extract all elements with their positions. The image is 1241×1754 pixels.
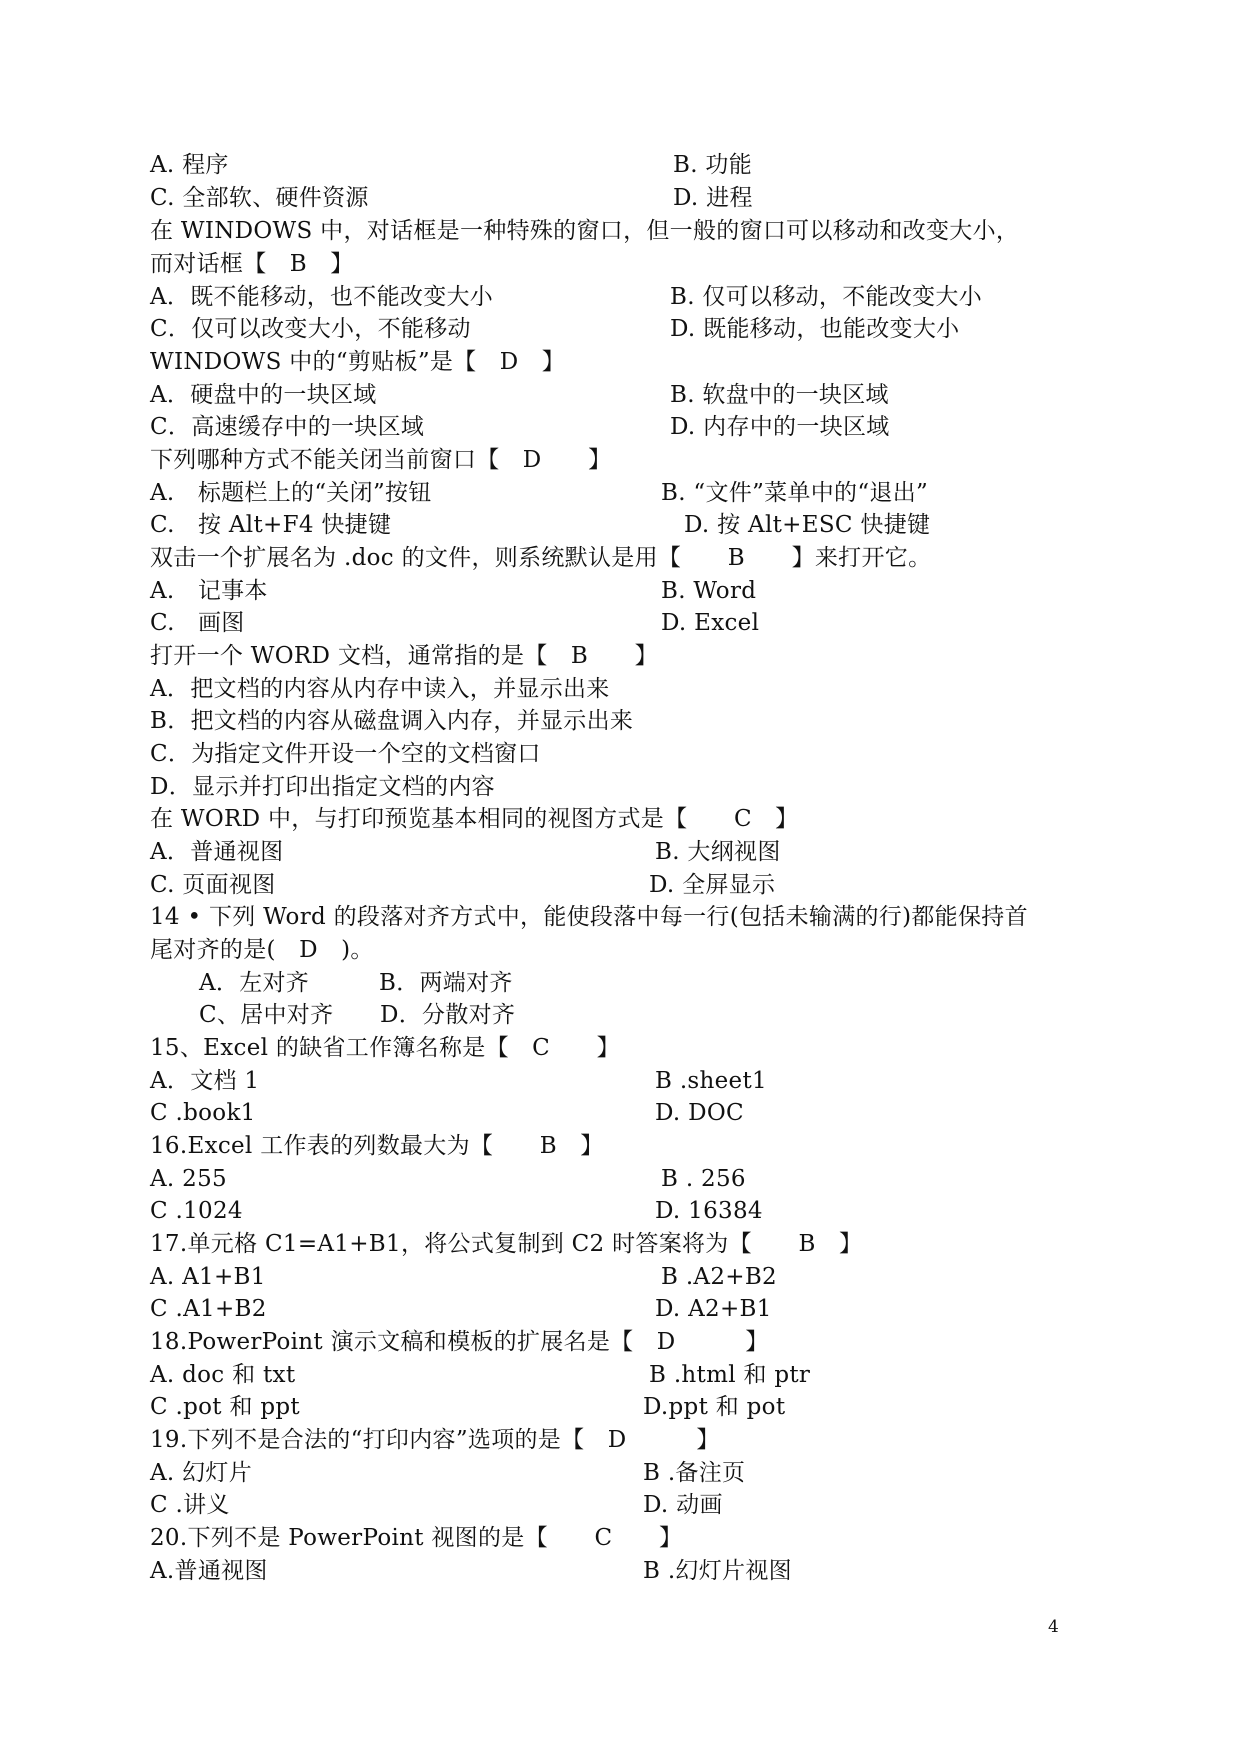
option-line: A. A1+B1 [150,1264,266,1290]
question-line: WINDOWS 中的“剪贴板”是【 D 】 [150,349,566,375]
option-line: A. 标题栏上的“关闭”按钮 [150,480,432,506]
option-line: C. 全部软、硬件资源 [150,185,369,211]
option-line: C .pot 和 ppt [150,1394,300,1420]
option-line: D. 进程 [673,185,753,211]
question-line: 14 • 下列 Word 的段落对齐方式中，能使段落中每一行(包括未输满的行)都能保持首 [150,904,1028,930]
option-line: A. 幻灯片 [150,1460,253,1486]
option-line: A. 记事本 [150,578,268,604]
option-line: C .A1+B2 [150,1296,267,1322]
option-line: A. 255 [150,1166,227,1192]
option-line: D. 16384 [655,1198,763,1224]
question-line: 18.PowerPoint 演示文稿和模板的扩展名是【 D 】 [150,1329,769,1355]
question-line: 15、Excel 的缺省工作簿名称是【 C 】 [150,1035,620,1061]
option-line: D. 按 Alt+ESC 快捷键 [684,512,931,538]
option-line: B. 大纲视图 [655,839,781,865]
option-line: C、居中对齐 D．分散对齐 [199,1002,516,1028]
option-line: C. 页面视图 [150,872,276,898]
option-line: D. 动画 [643,1492,723,1518]
option-line: B .幻灯片视图 [643,1558,792,1584]
option-line: C .1024 [150,1198,243,1224]
option-line: B . 256 [661,1166,746,1192]
question-line: 打开一个 WORD 文档，通常指的是【 B 】 [150,643,658,669]
option-line: A．硬盘中的一块区域 [150,382,377,408]
option-line: D. 内存中的一块区域 [670,414,890,440]
option-line: A．普通视图 [150,839,284,865]
question-line: 17.单元格 C1=A1+B1，将公式复制到 C2 时答案将为【 B 】 [150,1231,863,1257]
option-line: B .备注页 [643,1460,746,1486]
option-line: A.普通视图 [150,1558,268,1584]
option-line: C .讲义 [150,1492,230,1518]
question-line: 双击一个扩展名为 .doc 的文件，则系统默认是用【 B 】来打开它。 [150,545,932,571]
option-line: B. “文件”菜单中的“退出” [661,480,929,506]
option-line: D．显示并打印出指定文档的内容 [150,774,495,800]
option-line: D. 全屏显示 [649,872,776,898]
option-line: C .book1 [150,1100,256,1126]
question-line: 在 WINDOWS 中，对话框是一种特殊的窗口，但一般的窗口可以移动和改变大小， [150,218,1020,244]
question-line: 尾对齐的是( D )。 [150,937,374,963]
option-line: C．为指定文件开设一个空的文档窗口 [150,741,541,767]
option-line: B .sheet1 [655,1068,767,1094]
option-line: D. 既能移动，也能改变大小 [670,316,960,342]
question-line: 20.下列不是 PowerPoint 视图的是【 C 】 [150,1525,683,1551]
option-line: B. 软盘中的一块区域 [670,382,889,408]
option-line: B .A2+B2 [661,1264,777,1290]
option-line: A．既不能移动，也不能改变大小 [150,284,494,310]
option-line: B. Word [661,578,757,604]
question-line: 16.Excel 工作表的列数最大为【 B 】 [150,1133,604,1159]
option-line: B．把文档的内容从磁盘调入内存，并显示出来 [150,708,634,734]
option-line: D. Excel [661,610,760,636]
option-line: D.ppt 和 pot [643,1394,786,1420]
question-line: 而对话框【 B 】 [150,251,354,277]
question-line: 在 WORD 中，与打印预览基本相同的视图方式是【 C 】 [150,806,799,832]
option-line: C．仅可以改变大小，不能移动 [150,316,471,342]
option-line: C. 按 Alt+F4 快捷键 [150,512,392,538]
option-line: C. 画图 [150,610,245,636]
option-line: D. DOC [655,1100,744,1126]
option-line: B. 仅可以移动，不能改变大小 [670,284,983,310]
option-line: A．把文档的内容从内存中读入，并显示出来 [150,676,610,702]
option-line: A．左对齐 B．两端对齐 [199,970,513,996]
option-line: D. A2+B1 [655,1296,772,1322]
question-line: 下列哪种方式不能关闭当前窗口【 D 】 [150,447,612,473]
option-line: A. doc 和 txt [150,1362,296,1388]
option-line: A. 程序 [150,152,229,178]
question-line: 19.下列不是合法的“打印内容”选项的是【 D 】 [150,1427,720,1453]
option-line: B .html 和 ptr [649,1362,811,1388]
option-line: C．高速缓存中的一块区域 [150,414,425,440]
option-line: B. 功能 [673,152,753,178]
page-number: 4 [1048,1617,1059,1637]
option-line: A．文档 1 [150,1068,260,1094]
